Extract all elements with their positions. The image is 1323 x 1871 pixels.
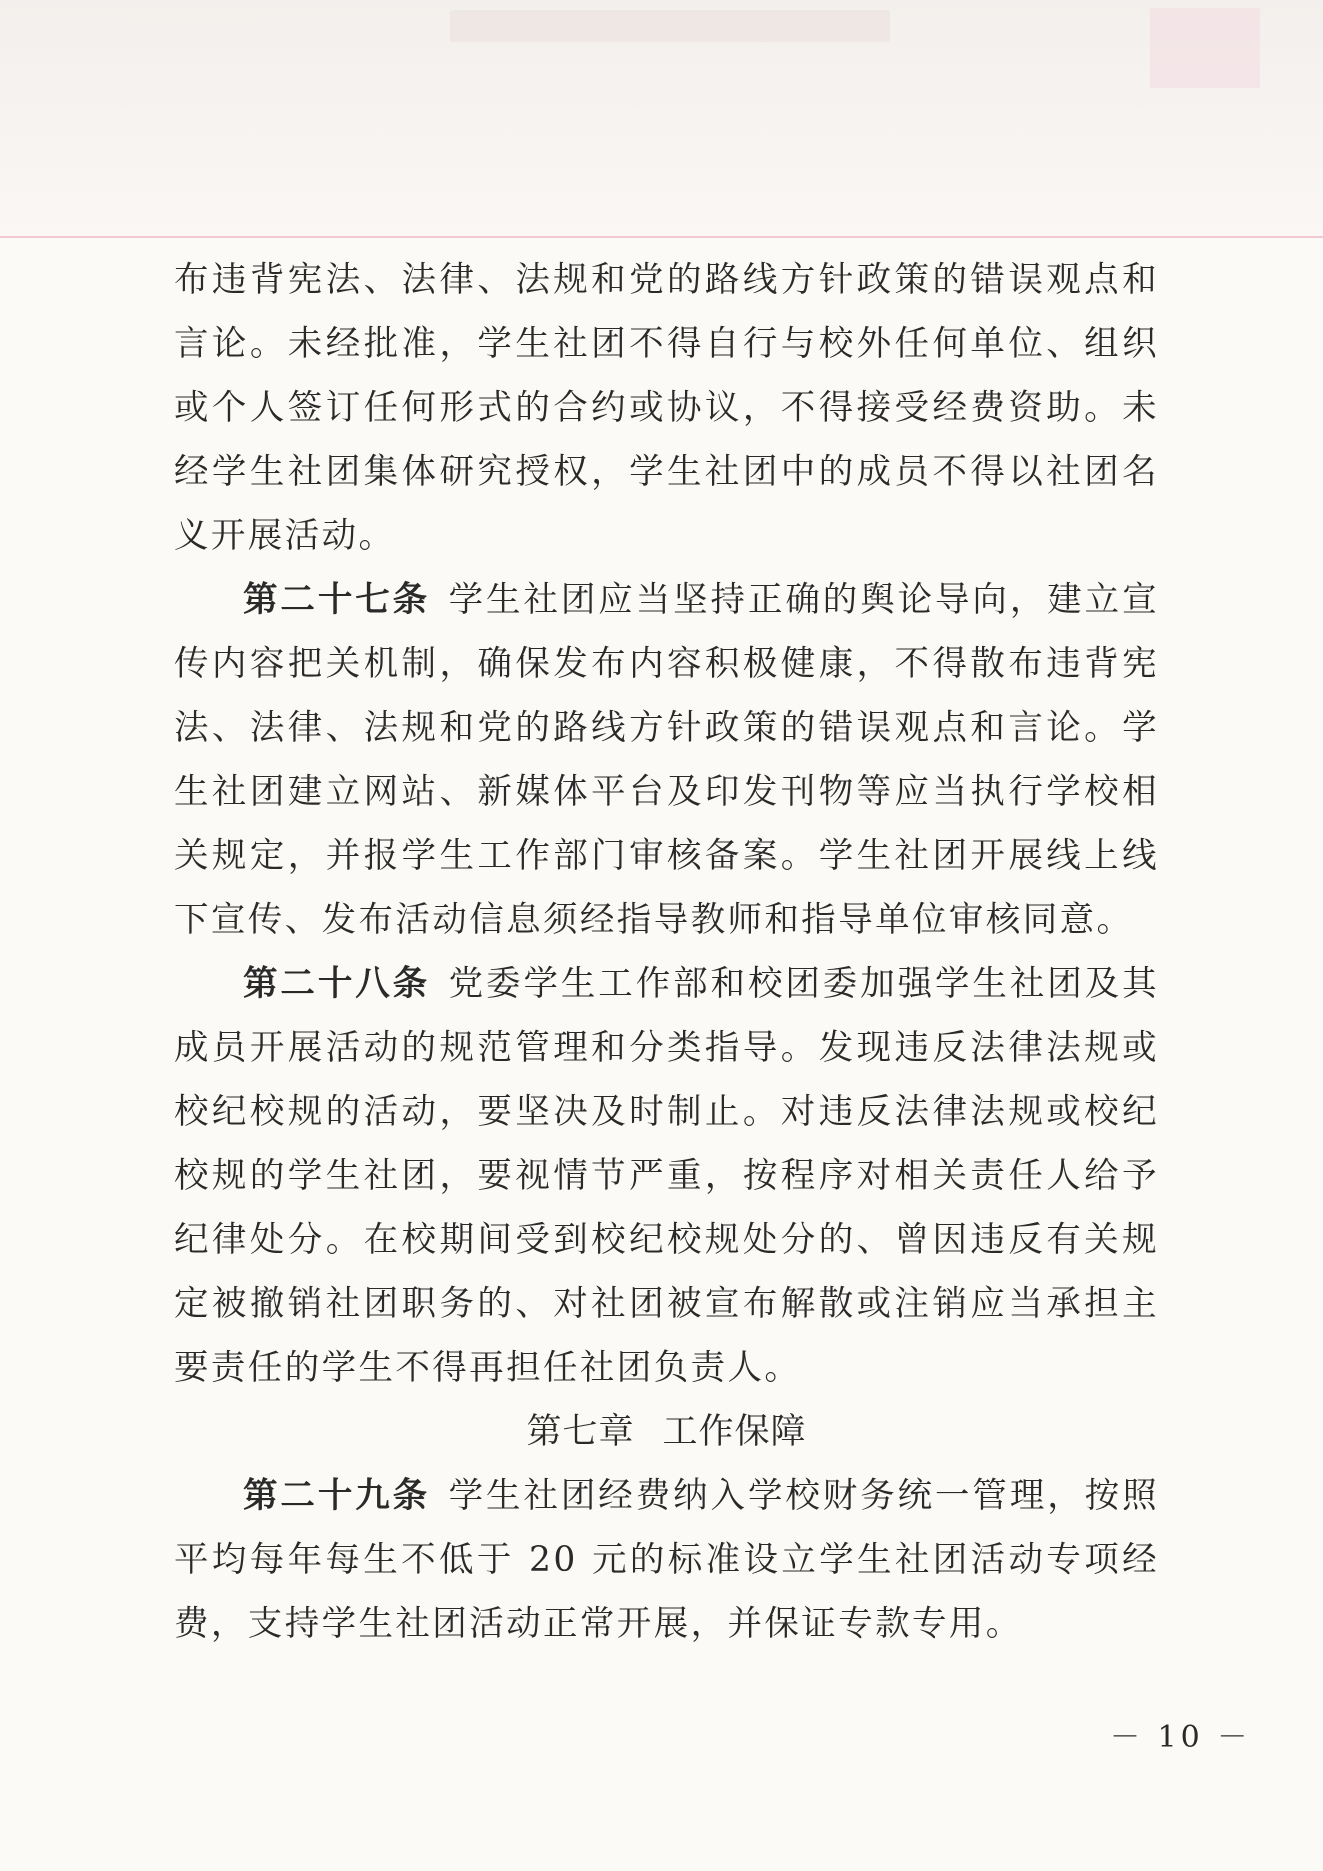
page-number: － 10 － (1110, 1720, 1252, 1755)
article-text: 学生社团经费纳入学校财务统一管理，按照平均每年每生不低于 20 元的标准设立学生社团活动专项经费，支持学生社团活动正常开展，并保证专款专用。 (174, 1476, 1160, 1644)
header-rule (0, 236, 1323, 238)
article-text: 学生社团应当坚持正确的舆论导向，建立宣传内容把关机制，确保发布内容积极健康，不得散布违背宪法、法律、法规和党的路线方针政策的错误观点和言论。学生社团建立网站、新媒体平台及印发刊物等应当执行学校相关规定，并报学生工作部门审核备案。学生社团开展线上线下宣传、发布活动信息须经指导教师和指导单位审核同意。 (174, 580, 1160, 940)
header-scan-mark (1150, 8, 1260, 88)
header-scan-smudge (450, 10, 890, 42)
document-body (174, 248, 1159, 1656)
chapter-number: 第七章 (526, 1412, 635, 1452)
article-27 (174, 568, 1159, 952)
paragraph-text: 布违背宪法、法律、法规和党的路线方针政策的错误观点和言论。未经批准，学生社团不得自行与校外任何单位、组织或个人签订任何形式的合约或协议，不得接受经费资助。未经学生社团集体研究授权，学生社团中的成员不得以社团名义开展活动。 (174, 260, 1159, 556)
chapter-heading (174, 1400, 1159, 1464)
paragraph-continued (174, 248, 1159, 568)
article-title: 第二十八条 (243, 964, 431, 1004)
article-title: 第二十七条 (243, 580, 431, 620)
chapter-name: 工作保障 (662, 1412, 807, 1452)
article-text: 党委学生工作部和校团委加强学生社团及其成员开展活动的规范管理和分类指导。发现违反法律法规或校纪校规的活动，要坚决及时制止。对违反法律法规或校纪校规的学生社团，要视情节严重，按程序对相关责任人给予纪律处分。在校期间受到校纪校规处分的、曾因违反有关规定被撤销社团职务的、对社团被宣布解散或注销应当承担主要责任的学生不得再担任社团负责人。 (174, 964, 1160, 1388)
article-28 (174, 952, 1159, 1400)
article-29 (174, 1464, 1159, 1656)
article-title: 第二十九条 (243, 1476, 431, 1516)
